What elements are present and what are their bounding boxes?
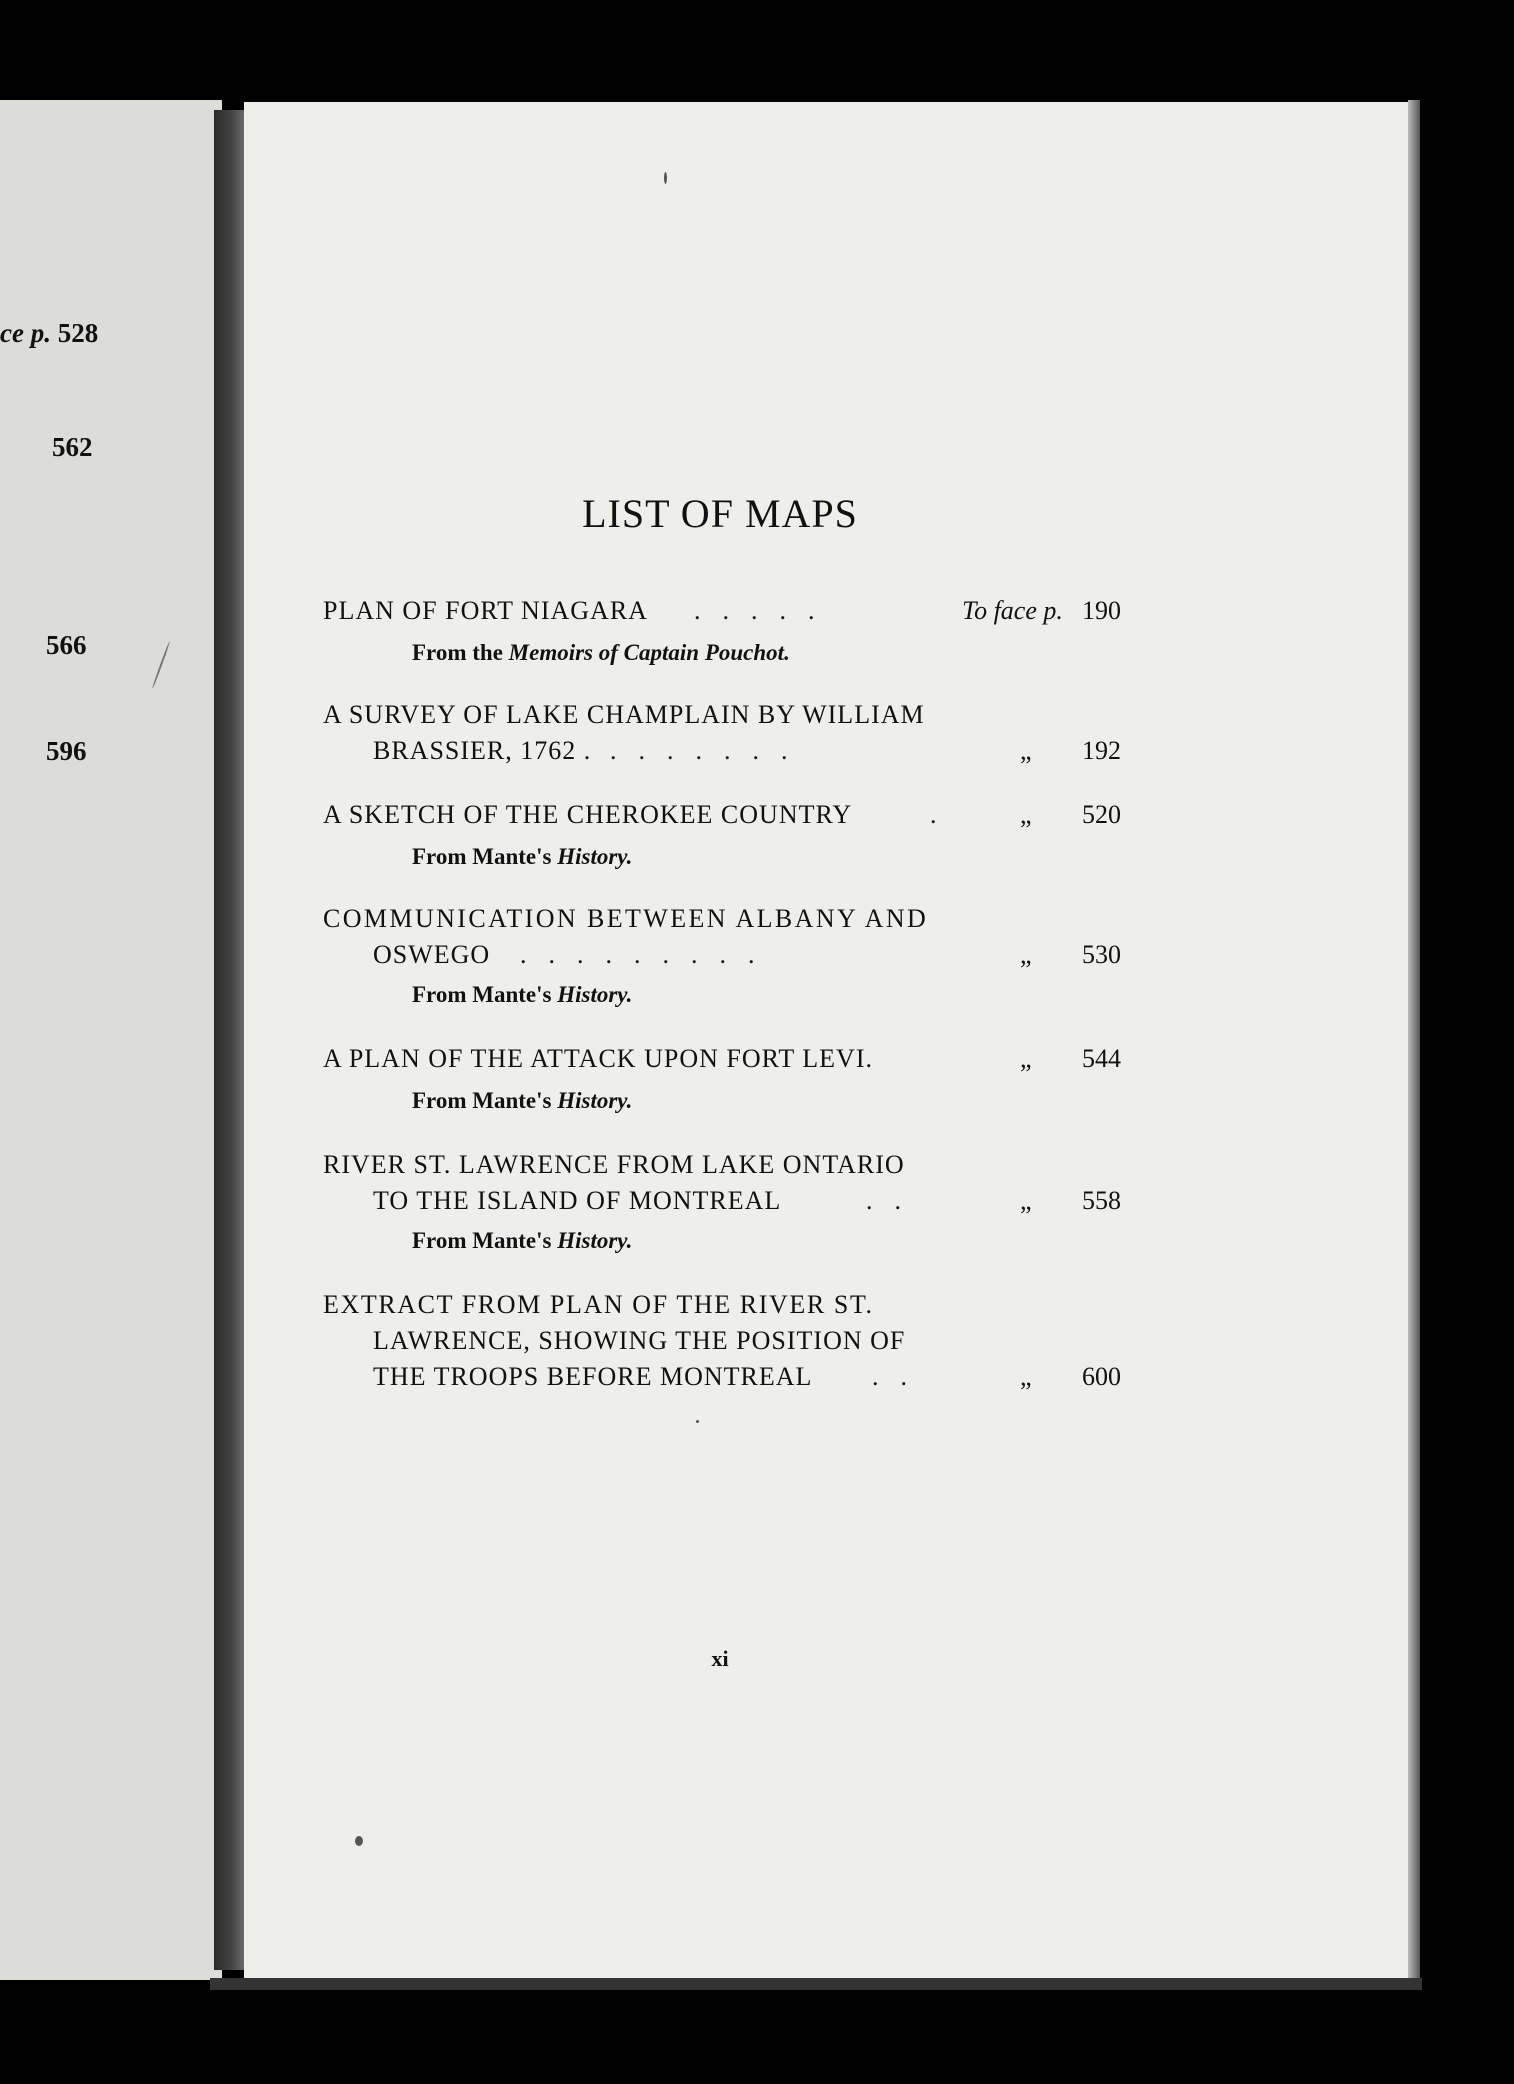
- entry-source-title: History.: [557, 1088, 633, 1113]
- folio-number: xi: [711, 1646, 729, 1671]
- leader-dots: .......: [610, 736, 810, 765]
- entry-ref: „: [1020, 1044, 1032, 1073]
- left-page-number: 566: [46, 630, 87, 660]
- entry-source-prefix: From Mante's: [412, 844, 552, 869]
- entry-title-line: PLAN OF FORT NIAGARA: [323, 596, 648, 625]
- entry-ref: „: [1020, 1362, 1032, 1391]
- entry-source: [412, 844, 632, 870]
- entry-source-prefix: From the: [412, 640, 503, 665]
- entry-page-number: 520: [1082, 800, 1121, 829]
- entry-source-title: History.: [557, 1228, 633, 1253]
- left-page-number: 596: [46, 736, 87, 766]
- entry-source-title: History.: [557, 844, 633, 869]
- entry-source-prefix: From Mante's: [412, 1088, 552, 1113]
- entry-ref: „: [1020, 800, 1032, 829]
- entry-title-line: COMMUNICATION BETWEEN ALBANY AND: [323, 904, 929, 933]
- leader-dots: ..: [872, 1362, 929, 1391]
- entry-page-number: 544: [1082, 1044, 1121, 1073]
- leader-dots: ..: [866, 1186, 923, 1215]
- left-page-number: 562: [52, 432, 93, 462]
- entry-source: [412, 1088, 632, 1114]
- leader-dots: .........: [520, 940, 777, 969]
- entry-source-prefix: From Mante's: [412, 982, 552, 1007]
- entry-title-line: THE TROOPS BEFORE MONTREAL: [373, 1362, 813, 1391]
- entry-source: [412, 982, 632, 1008]
- scan-speck: [355, 1836, 363, 1846]
- leader-dots: .: [930, 800, 959, 829]
- scan-speck: [664, 172, 667, 184]
- entry-ref: „: [1020, 1186, 1032, 1215]
- entry-page-number: 190: [1082, 596, 1121, 625]
- entry-page-number: 530: [1082, 940, 1121, 969]
- entry-source-title: Memoirs of Captain Pouchot.: [508, 640, 790, 665]
- book-gutter: [214, 110, 244, 1970]
- entry-title-line: RIVER ST. LAWRENCE FROM LAKE ONTARIO: [323, 1150, 905, 1179]
- scan-speck: [696, 1420, 699, 1423]
- left-page-ref-fragment: [0, 318, 98, 349]
- left-page-ref-label: ce p.: [0, 318, 51, 348]
- entry-title-line: BRASSIER, 1762 .: [373, 736, 592, 765]
- entry-page-number: 558: [1082, 1186, 1121, 1215]
- entry-ref: „: [1020, 940, 1032, 969]
- entry-title-line: A SURVEY OF LAKE CHAMPLAIN BY WILLIAM: [323, 700, 925, 729]
- left-page-number: 528: [57, 318, 99, 348]
- page-bottom-edge: [210, 1978, 1422, 1990]
- entry-page-number: 600: [1082, 1362, 1121, 1391]
- entry-page-number: 192: [1082, 736, 1121, 765]
- entry-title-line: LAWRENCE, SHOWING THE POSITION OF: [373, 1326, 906, 1355]
- entry-source-title: History.: [557, 982, 633, 1007]
- entry-ref: „: [1020, 736, 1032, 765]
- page-edge: [1408, 100, 1420, 1990]
- left-page: [0, 100, 222, 1980]
- entry-source: [412, 640, 790, 666]
- entry-title-line: TO THE ISLAND OF MONTREAL: [373, 1186, 782, 1215]
- entry-title-line: EXTRACT FROM PLAN OF THE RIVER ST.: [323, 1290, 874, 1319]
- entry-title-line: OSWEGO: [373, 940, 491, 969]
- entry-source-prefix: From Mante's: [412, 1228, 552, 1253]
- leader-dots: .....: [694, 596, 837, 625]
- entry-ref: To face p.: [962, 596, 1063, 625]
- entry-source: [412, 1228, 632, 1254]
- entry-title-line: A SKETCH OF THE CHEROKEE COUNTRY: [323, 800, 853, 829]
- entry-title-line: A PLAN OF THE ATTACK UPON FORT LEVI.: [323, 1044, 873, 1073]
- page-title: LIST OF MAPS: [582, 491, 858, 536]
